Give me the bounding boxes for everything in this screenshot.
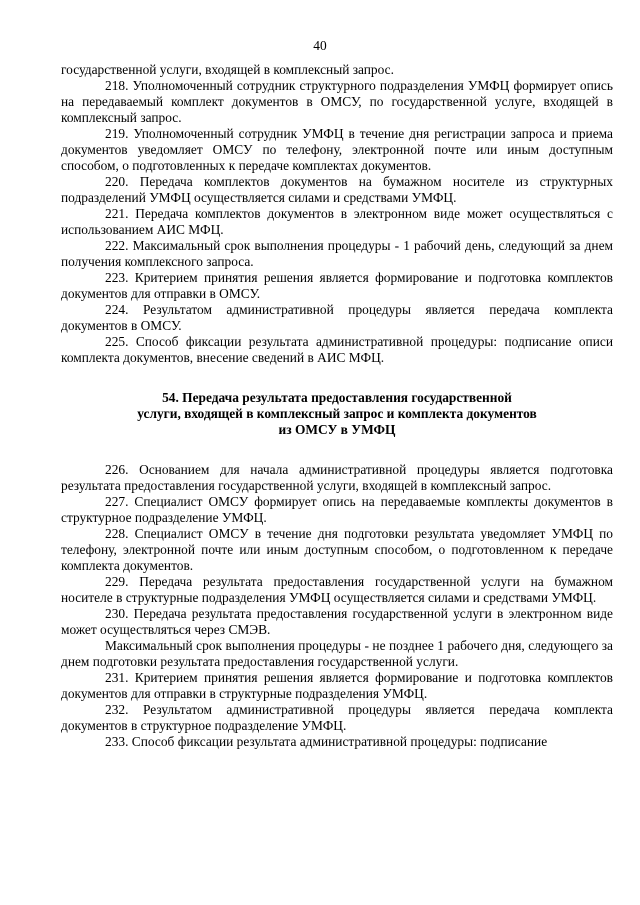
- paragraph: 231. Критерием принятия решения является формирование и подготовка комплектов документов для отправки в структурные подразделения УМФЦ.: [61, 670, 613, 701]
- paragraph: 233. Способ фиксации результата административной процедуры: подписание: [105, 734, 548, 749]
- paragraph: 220. Передача комплектов документов на бумажном носителе из структурных подразделений УМФЦ осуществляется силами и средствами УМФЦ.: [61, 174, 613, 205]
- section-heading-line: из ОМСУ в УМФЦ: [278, 422, 396, 437]
- paragraph: Максимальный срок выполнения процедуры - не позднее 1 рабочего дня, следующего за днем подготовки результата предоставления государственной услуги.: [61, 638, 613, 669]
- paragraph: 225. Способ фиксации результата административной процедуры: подписание описи комплекта документов, внесение сведений в АИС МФЦ.: [61, 334, 613, 365]
- paragraph: 227. Специалист ОМСУ формирует опись на передаваемые комплекты документов в структурное подразделение УМФЦ.: [61, 494, 613, 525]
- paragraph: 219. Уполномоченный сотрудник УМФЦ в течение дня регистрации запроса и приема документов уведомляет ОМСУ по телефону, электронной почте или иным доступным способом, о подготовленных к передаче комплектах документов.: [61, 126, 613, 173]
- section-heading-line: 54. Передача результата предоставления государственной: [162, 390, 512, 405]
- document-body: [61, 62, 613, 750]
- paragraph: 223. Критерием принятия решения является формирование и подготовка комплектов документов для отправки в ОМСУ.: [61, 270, 613, 301]
- page-number: 40: [313, 38, 327, 53]
- paragraph: государственной услуги, входящей в комплексный запрос.: [61, 62, 394, 77]
- paragraph: 224. Результатом административной процедуры является передача комплекта документов в ОМСУ.: [61, 302, 613, 333]
- paragraph: 226. Основанием для начала административной процедуры является подготовка результата предоставления государственной услуги, входящей в комплексный запрос.: [61, 462, 613, 493]
- bottom-paragraph-list: [61, 462, 613, 750]
- paragraph: 218. Уполномоченный сотрудник структурного подразделения УМФЦ формирует опись на передаваемый комплект документов в ОМСУ, по государственной услуге, входящей в комплексный запрос.: [61, 78, 613, 125]
- paragraph: 222. Максимальный срок выполнения процедуры - 1 рабочий день, следующий за днем получения комплексного запроса.: [61, 238, 613, 269]
- top-paragraph-list: [61, 62, 613, 366]
- paragraph: 230. Передача результата предоставления государственной услуги в электронном виде может осуществляться через СМЭВ.: [61, 606, 613, 637]
- paragraph: 228. Специалист ОМСУ в течение дня подготовки результата уведомляет УМФЦ по телефону, электронной почте или иным доступным способом, о подготовленном к передаче комплекта документов.: [61, 526, 613, 573]
- paragraph: 232. Результатом административной процедуры является передача комплекта документов в структурное подразделение УМФЦ.: [61, 702, 613, 733]
- section-heading: [61, 366, 613, 462]
- section-heading-line: услуги, входящей в комплексный запрос и комплекта документов: [137, 406, 537, 421]
- paragraph: 221. Передача комплектов документов в электронном виде может осуществляться с использованием АИС МФЦ.: [61, 206, 613, 237]
- paragraph: 229. Передача результата предоставления государственной услуги на бумажном носителе в структурные подразделения УМФЦ осуществляется силами и средствами УМФЦ.: [61, 574, 613, 605]
